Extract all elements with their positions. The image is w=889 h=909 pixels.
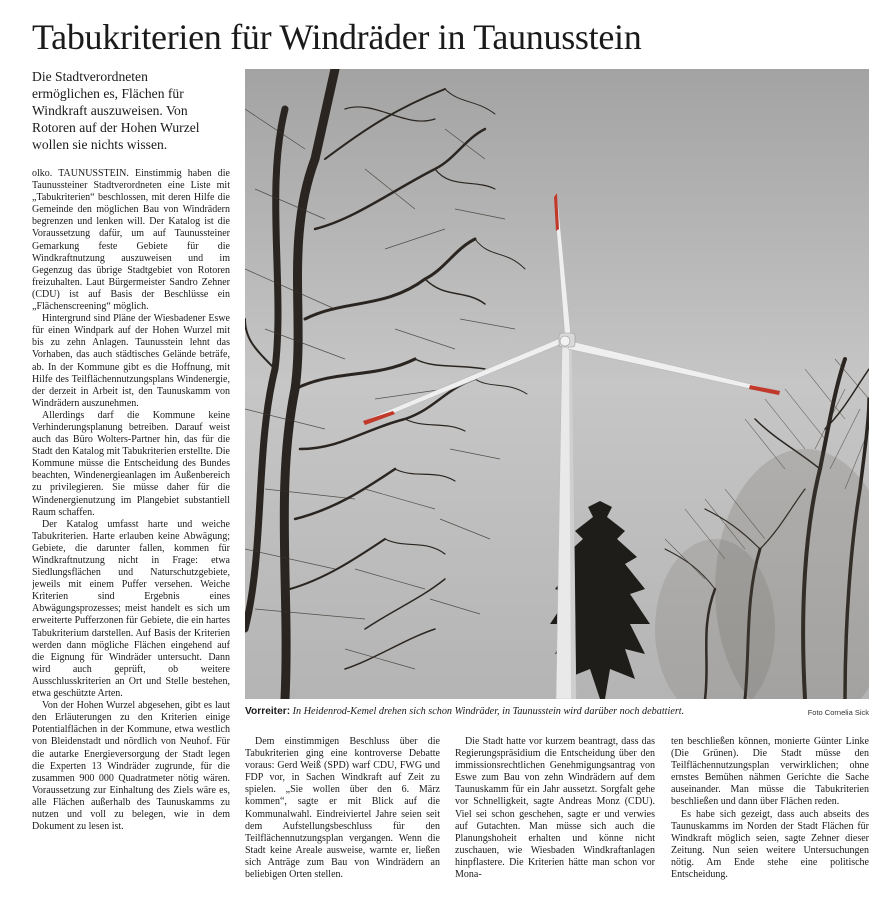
body-paragraph: Hintergrund sind Pläne der Wiesbadener Eswe für einen Windpark auf der Hohen Wurzel mit bis zu zehn Anlagen. Taunusstein lehnt das Vorhaben, das auch städtisches Gelände beträfe, ab. In der Kommune gibt es die Hoffnung, mit Hilfe des Teilflächennutzungsplans Windenergie, der derzeit in Arbeit ist, den Taunuskamm von Windrädern auszunehmen. [32, 313, 230, 409]
photo-illustration [245, 69, 869, 699]
body-paragraph: Allerdings darf die Kommune keine Verhinderungsplanung betreiben. Darauf weist auch das Büro Wolters-Partner hin, das für die Stadt den Katalog mit Tabukriterien erstellte. Die Kommune müsse die Entscheidung des Bundes beachten, Windenergieanlagen im Außenbereich zu privilegieren. Sie müsse daher für die Windenergienutzung im Plangebiet substantiell Raum schaffen. [32, 409, 230, 518]
body-paragraph: olko. TAUNUSSTEIN. Einstimmig haben die Taunussteiner Stadtverordneten eine Liste mit „Tabukriterien“ beschlossen, mit deren Hilfe die Gemeinde den möglichen Bau von Windrädern begrenzen und lenken will. Der Katalog ist die Voraussetzung dafür, um auf Taunussteiner Gemarkung feste Gebiete für die Windkraftnutzung auszuweisen und im Gegenzug das übrige Stadtgebiet von Rotoren freizuhalten. Laut Bürgermeister Sandro Zehner (CDU) ist auf Basis der Beschlüsse ein „Flächenscreening“ möglich. [32, 168, 230, 313]
wind-turbine-photo [245, 69, 869, 699]
body-paragraph: Die Stadt hatte vor kurzem beantragt, dass das Regierungspräsidium die Entscheidung über den immissionsrechtlichen Genehmigungsantrag von Eswe zum Bau von zehn Windrädern auf dem Taunuskamm für ein Jahr aussetzt. Sorgfalt gehe vor Schnelligkeit, sagte Andreas Monz (CDU). Viel sei schon geschehen, sagte er und verwies auf Gutachten. Man müsse sich auch die Planungshoheit erhalten und könne nicht zuschauen, wie Wiesbaden Windkraftanlagen hinpflastere. Die Kriterien hätte man schon vor Mona- [455, 736, 655, 881]
article-lead: Die Stadtverordneten ermöglichen es, Flächen für Windkraft auszuweisen. Von Rotoren auf der Hohen Wurzel wollen sie nichts wissen. [32, 69, 200, 152]
photo-caption [245, 705, 869, 723]
caption-label: Vorreiter: [245, 706, 291, 717]
article-body-bottom-column-2 [455, 736, 655, 896]
photo-credit: Foto Cornelia Sick [807, 708, 869, 717]
article-body-left-column [32, 168, 230, 896]
article-body-bottom-column-1 [245, 736, 440, 896]
caption-text: In Heidenrod-Kemel drehen sich schon Windräder, in Taunusstein wird darüber noch debattiert. [292, 706, 685, 717]
body-paragraph: Dem einstimmigen Beschluss über die Tabukriterien ging eine kontroverse Debatte voraus: Gerd Weiß (SPD) warf CDU, FWG und FDP vor, in Sachen Windkraft auf Zeit zu spielen. „Sie wollen über den 6. März kommen“, sagte er mit Blick auf die Kommunalwahl. Eindreiviertel Jahre seien seit dem Aufstellungsbeschluss für den Teilflächennutzungsplan vergangen. Wenn die Stadt keine Areale ausweise, warnte er, ließen sich Anträge zum Bau von Windrädern an beliebigen Orten stellen. [245, 736, 440, 881]
article-headline: Tabukriterien für Windräder in Taunusstein [32, 17, 642, 57]
body-paragraph: ten beschließen können, monierte Günter Linke (Die Grünen). Die Stadt müsse den Teilflächennutzungsplan verwirklichen; ohne ernstes Bemühen nähmen Gerichte die Sache auseinander. Man müsse die Tabukriterien beschließen und dann über Flächen reden. [671, 736, 869, 808]
body-paragraph: Von der Hohen Wurzel abgesehen, gibt es laut den Erläuterungen zu den Kriterien einige Potentialflächen in der Kommune, etwa westlich von Bleidenstadt und nördlich von Neuhof. Für die autarke Energieversorgung der Stadt legen die Experten 13 Windräder zugrunde, für die zusammen 900 000 Quadratmeter nötig wären. Voraussetzung zur Einhaltung des Ziels wäre es, alle Flächen außerhalb des Taunuskamms zu nutzen und voll zu belegen, wie in dem Dokument zu lesen ist. [32, 700, 230, 833]
body-paragraph: Der Katalog umfasst harte und weiche Tabukriterien. Harte erlauben keine Abwägung; Gebiete, die darunter fallen, kommen für Windkraftnutzung nicht in Frage: etwa Siedlungsflächen und Naturschutzgebiete, jeweils mit einem Puffer versehen. Weiche Kriterien sind Ergebnis eines Abwägungsprozesses; meist handelt es sich um erweiterte Pufferzonen für Gebiete, die ein hartes Tabukriterium darstellen. Auf Basis der Kriterien werden dann mögliche Flächen eingehend auf die Eignung für Windräder untersucht. Dann wird auch geprüft, ob weitere Ausschlusskriterien an Ort und Stelle bestehen, etwa geschützte Arten. [32, 518, 230, 700]
body-paragraph: Es habe sich gezeigt, dass auch abseits des Taunuskamms im Norden der Stadt Flächen für Windkraft möglich seien, sagte Zehner dieser Zeitung. Nun seien weitere Untersuchungen nötig. Am Ende stehe eine politische Entscheidung. [671, 808, 869, 881]
article-body-bottom-column-3 [671, 736, 869, 896]
